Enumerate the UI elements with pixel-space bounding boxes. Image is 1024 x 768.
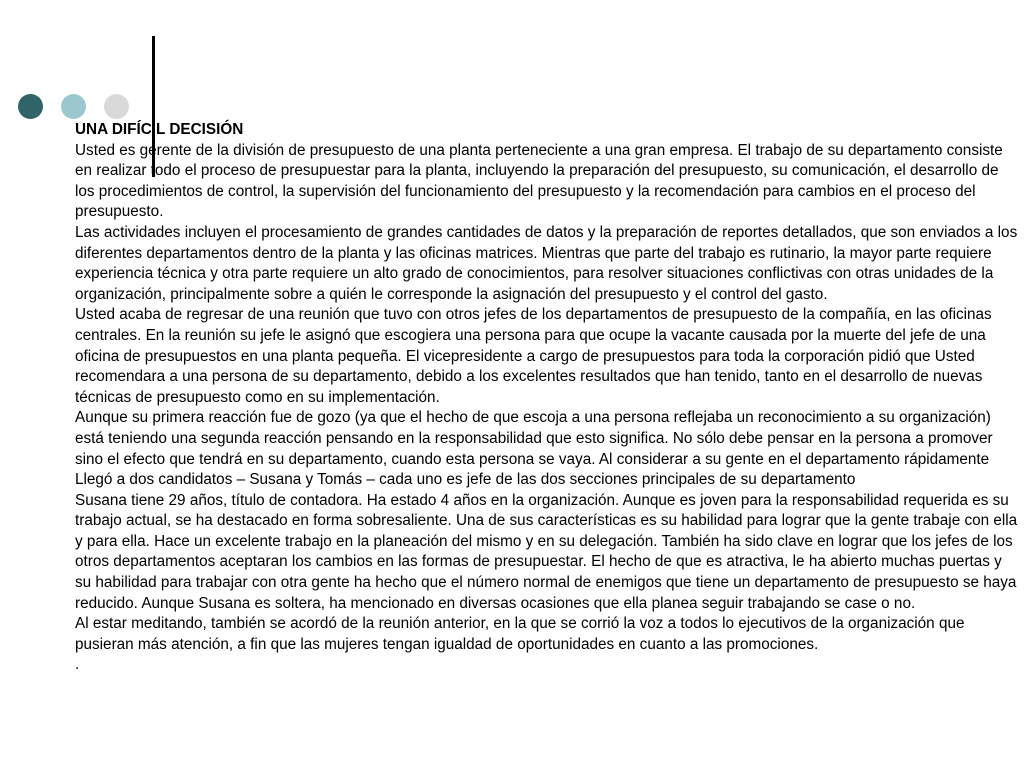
paragraph-1: Usted es gerente de la división de presupuesto de una planta perteneciente a una gran empresa. El trabajo de su departamento consiste en realizar todo el proceso de presupuestar para la planta, incluyendo la preparación del presupuesto, su comunicación, el desarrollo de los procedimientos de control, la supervisión del funcionamiento del presupuesto y la recomendación para cambios en el proceso del presupuesto. [75,141,1003,221]
slide-title: UNA DIFÍCIL DECISIÓN [75,121,244,138]
paragraph-3: Usted acaba de regresar de una reunión que tuvo con otros jefes de los departamentos de presupuesto de la compañía, en las oficinas centrales. En la reunión su jefe le asignó que escogiera una persona para que ocupe la vacante causada por la muerte del jefe de una oficina de presupuestos en una planta pequeña. El vicepresidente a cargo de presupuestos para toda la corporación pidió que Usted recomendara a una persona de su departamento, debido a los excelentes resultados que han tenido, tanto en el desarrollo de nuevas técnicas de presupuesto como en su implementación. [75,306,992,406]
paragraph-6: Al estar meditando, también se acordó de la reunión anterior, en la que se corrió la voz a todos lo ejecutivos de la organización que pusieran más atención, a fin que las mujeres tengan igualdad de oportunidades en cuanto a las promociones. [75,615,965,653]
paragraph-7: . [75,656,80,674]
slide-body [75,120,1021,676]
decorative-circle-dark-teal [18,94,43,119]
paragraph-2: Las actividades incluyen el procesamiento de grandes cantidades de datos y la preparación de reportes detallados, que son enviados a los diferentes departamentos dentro de la planta y las oficinas matrices. Mientras que parte del trabajo es rutinario, la mayor parte requiere experiencia técnica y otra parte requiere un alto grado de conocimientos, para resolver situaciones conflictivas con otras unidades de la organización, principalmente sobre a quién le corresponde la asignación del presupuesto y el control del gasto. [75,223,1018,303]
decorative-circle-light-teal [61,94,86,119]
decorative-circle-gray [104,94,129,119]
paragraph-5: Susana tiene 29 años, título de contadora. Ha estado 4 años en la organización. Aunque es joven para la responsabilidad requerida es su trabajo actual, se ha destacado en forma sobresaliente. Una de sus características es su habilidad para lograr que la gente trabaje con ella y para ella. Hace un excelente trabajo en la planeación del mismo y en su delegación. También ha sido clave en lograr que los jefes de los otros departamentos aceptaran los cambios en las formas de presupuestar. El hecho de que es atractiva, le ha abierto muchas puertas y su habilidad para trabajar con otra gente ha hecho que el número normal de enemigos que tiene un departamento de presupuesto se haya reducido. Aunque Susana es soltera, ha mencionado en diversas ocasiones que ella planea seguir trabajando se case o no. [75,491,1018,612]
paragraph-4: Aunque su primera reacción fue de gozo (ya que el hecho de que escoja a una persona reflejaba un reconocimiento a su organización) está teniendo una segunda reacción pensando en la responsabilidad que esto significa. No sólo debe pensar en la persona a promover sino el efecto que tendrá en su departamento, cuando esta persona se vaya. Al considerar a su gente en el departamento rápidamente Llegó a dos candidatos – Susana y Tomás – cada uno es jefe de las dos secciones principales de su departamento [75,409,993,489]
